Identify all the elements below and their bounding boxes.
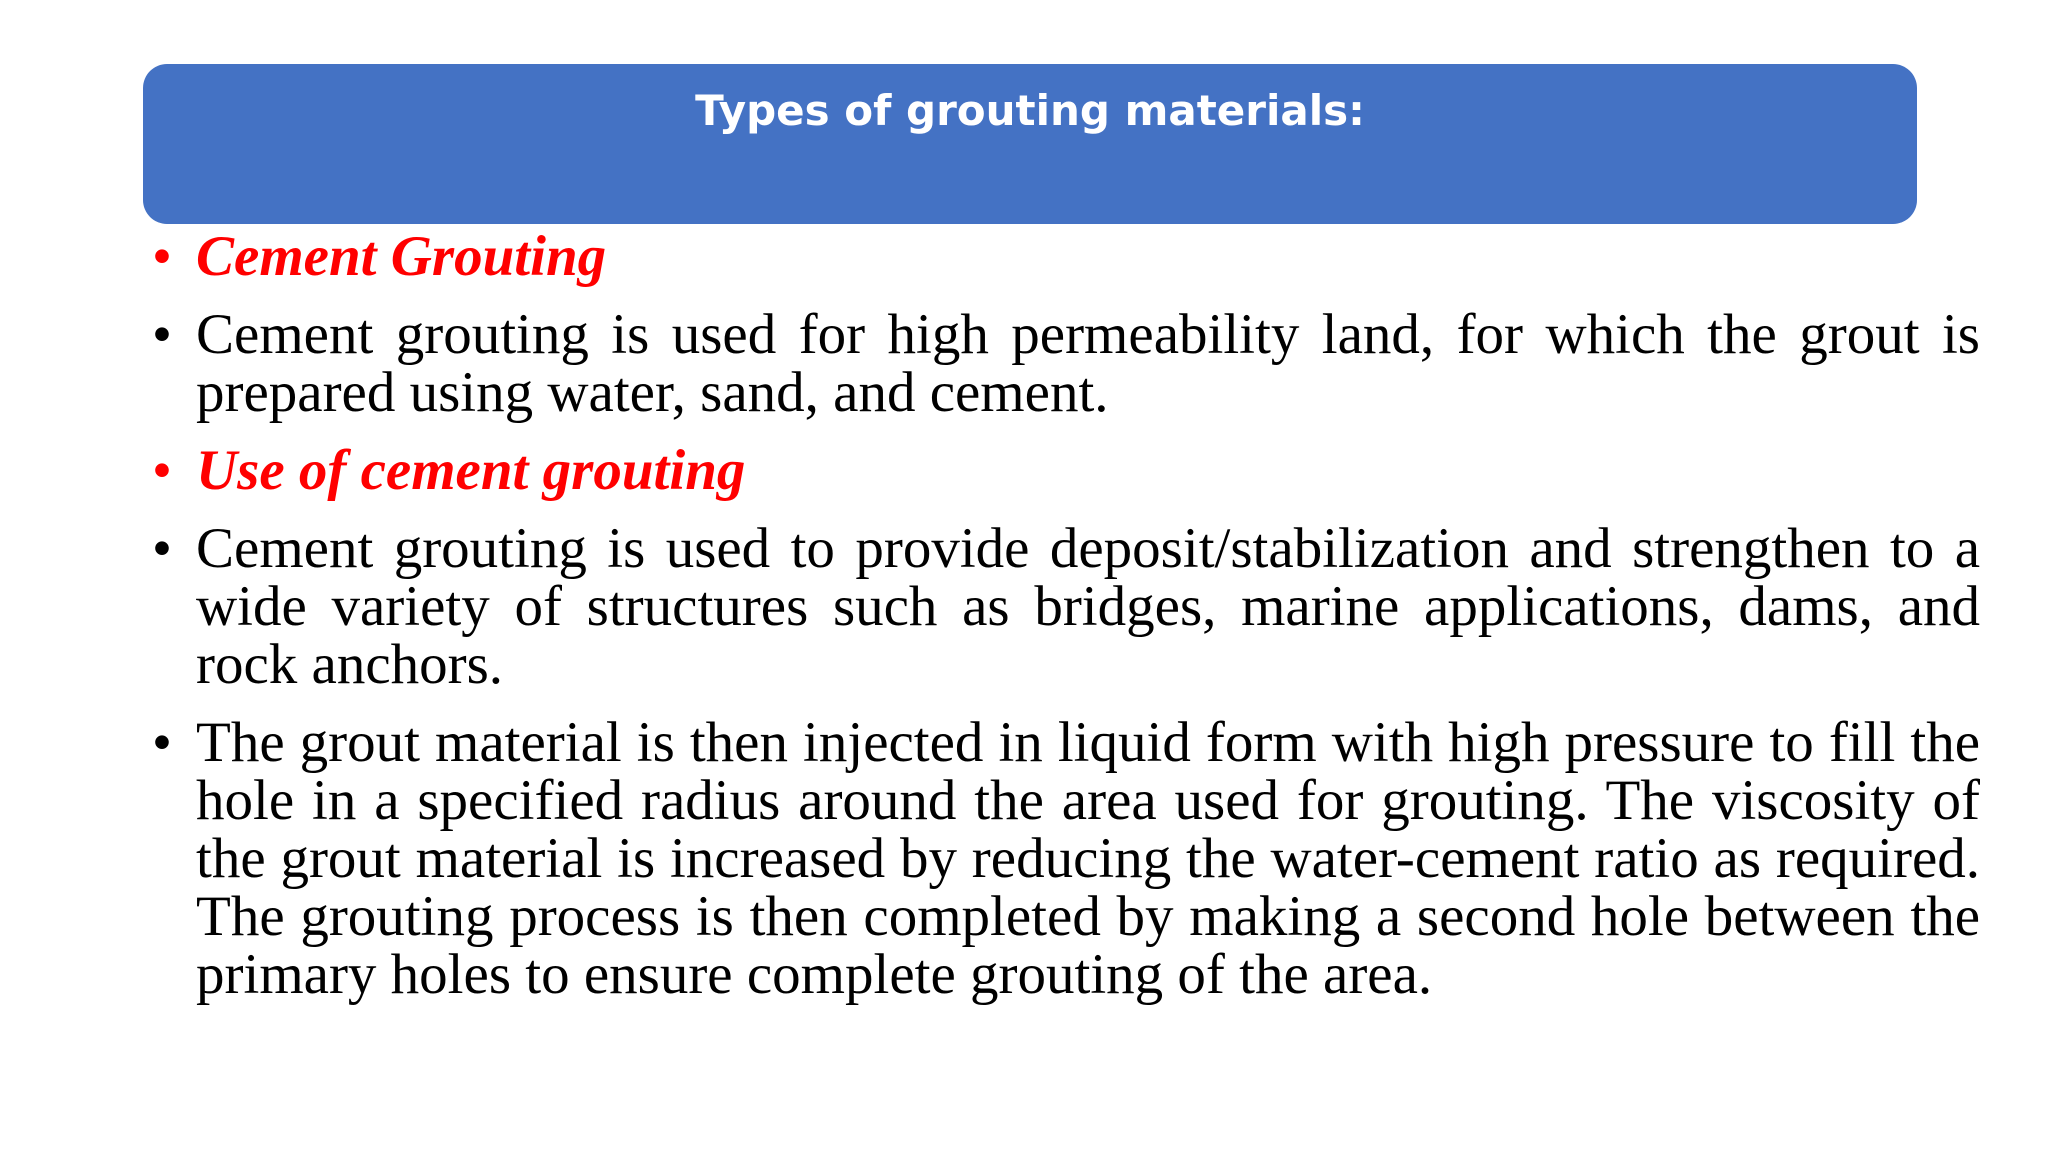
bullet-heading-use-of-cement-grouting bbox=[152, 439, 1980, 502]
bullet-text: Cement Grouting bbox=[196, 225, 607, 288]
bullet-text: Cement grouting is used for high permeability land, for which the grout is prepared using water, sand, and cement. bbox=[196, 303, 1980, 424]
bullet-dot-icon: • bbox=[152, 439, 172, 502]
bullet-dot-icon: • bbox=[152, 303, 172, 366]
bullet-body-process bbox=[152, 711, 1980, 1006]
title-banner bbox=[143, 64, 1917, 224]
bullet-text: Use of cement grouting bbox=[196, 439, 746, 502]
bullet-body-uses bbox=[152, 517, 1980, 696]
bullet-heading-cement-grouting bbox=[152, 225, 1980, 288]
bullet-dot-icon: • bbox=[152, 711, 172, 774]
bullet-dot-icon: • bbox=[152, 225, 172, 288]
bullet-text: Cement grouting is used to provide deposit/stabilization and strengthen to a wide variety of structures such as bridges, marine applications, dams, and rock anchors. bbox=[196, 517, 1980, 696]
slide-title: Types of grouting materials: bbox=[695, 86, 1365, 135]
bullet-list bbox=[152, 225, 1980, 1024]
bullet-body-cement-grouting-definition bbox=[152, 303, 1980, 424]
bullet-text: The grout material is then injected in liquid form with high pressure to fill the hole in a specified radius around the area used for grouting. The viscosity of the grout material is increased by reducing the water-cement ratio as required. The grouting process is then completed by making a second hole between the primary holes to ensure complete grouting of the area. bbox=[196, 711, 1980, 1006]
bullet-dot-icon: • bbox=[152, 517, 172, 580]
